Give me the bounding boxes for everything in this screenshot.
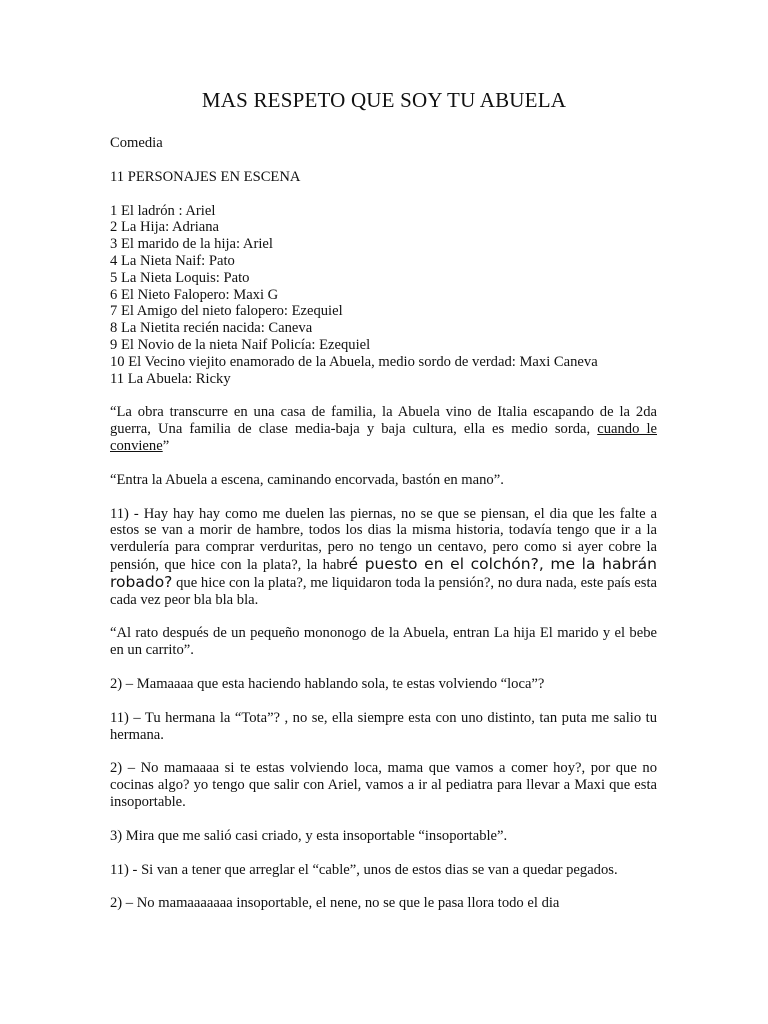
cast-item: 11 La Abuela: Ricky [110, 370, 231, 387]
cast-item: 3 El marido de la hija: Ariel [110, 236, 273, 253]
intro-close-quote: ” [162, 437, 170, 454]
intro-underlined-text: cuando le conviene [110, 421, 657, 454]
dialogue-text: 11) - Hay hay hay como me duelen las piernas, no se que se piensan, el dia que les falte a estos se van a morir de hambre, todos los dias la misma historia, todavía tengo que ir a la verdulería para comprar verduritas, pero no tengo un centavo, pero como si ayer cobre la pensión, que hice con la plata?, la habr [110, 505, 657, 573]
intro-paragraph [110, 404, 657, 454]
cast-list [110, 203, 657, 388]
dialogue-line: 11) - Si van a tener que arreglar el “cable”, unos de estos dias se van a quedar pegados. [110, 861, 618, 878]
cast-item: 2 La Hija: Adriana [110, 219, 220, 236]
cast-item: 6 El Nieto Falopero: Maxi G [110, 286, 279, 303]
genre-label: Comedia [110, 135, 163, 151]
stage-direction: “Entra la Abuela a escena, caminando encorvada, bastón en mano”. [110, 471, 504, 488]
dialogue-line: 2) – Mamaaaa que esta haciendo hablando sola, te estas volviendo “loca”? [110, 675, 545, 692]
cast-item: 1 El ladrón : Ariel [110, 202, 216, 219]
document-body [110, 135, 657, 929]
dialogue-line: 2) – No mamaaaaaaa insoportable, el nene, no se que le pasa llora todo el dia [110, 895, 560, 912]
cast-item: 4 La Nieta Naif: Pato [110, 252, 235, 269]
stage-direction: “Al rato después de un pequeño mononogo de la Abuela, entran La hija El marido y el bebe en un carrito”. [110, 625, 657, 659]
dialogue-line: 2) – No mamaaaa si te estas volviendo loca, mama que vamos a comer hoy?, por que no cocinas algo? yo tengo que salir con Ariel, vamos a ir al pediatra para llevar a Maxi que esta insoportable. [110, 760, 657, 810]
cast-item: 10 El Vecino viejito enamorado de la Abuela, medio sordo de verdad: Maxi Caneva [110, 353, 598, 370]
dialogue-line: 11) – Tu hermana la “Tota”? , no se, ella siempre esta con uno distinto, tan puta me salio tu hermana. [110, 709, 657, 743]
document-title: MAS RESPETO QUE SOY TU ABUELA [201, 88, 567, 112]
cast-item: 5 La Nieta Loquis: Pato [110, 269, 250, 286]
dialogue-line: 3) Mira que me salió casi criado, y esta insoportable “insoportable”. [110, 827, 508, 844]
dialogue-text-sans: é puesto en el colchón?, me la habrán robado? [110, 554, 657, 591]
dialogue-text: que hice con la plata?, me liquidaron toda la pensión?, no dura nada, este país esta cada vez peor bla bla bla. [110, 574, 657, 608]
cast-item: 9 El Novio de la nieta Naif Policía: Ezequiel [110, 336, 371, 353]
dialogue-line [110, 506, 657, 609]
cast-heading: 11 PERSONAJES EN ESCENA [110, 168, 301, 185]
cast-item: 7 El Amigo del nieto falopero: Ezequiel [110, 303, 343, 320]
intro-text: “La obra transcurre en una casa de familia, la Abuela vino de Italia escapando de la 2da guerra, Una familia de clase media-baja y baja cultura, ella es medio sorda, [110, 404, 657, 438]
cast-item: 8 La Nietita recién nacida: Caneva [110, 320, 313, 337]
